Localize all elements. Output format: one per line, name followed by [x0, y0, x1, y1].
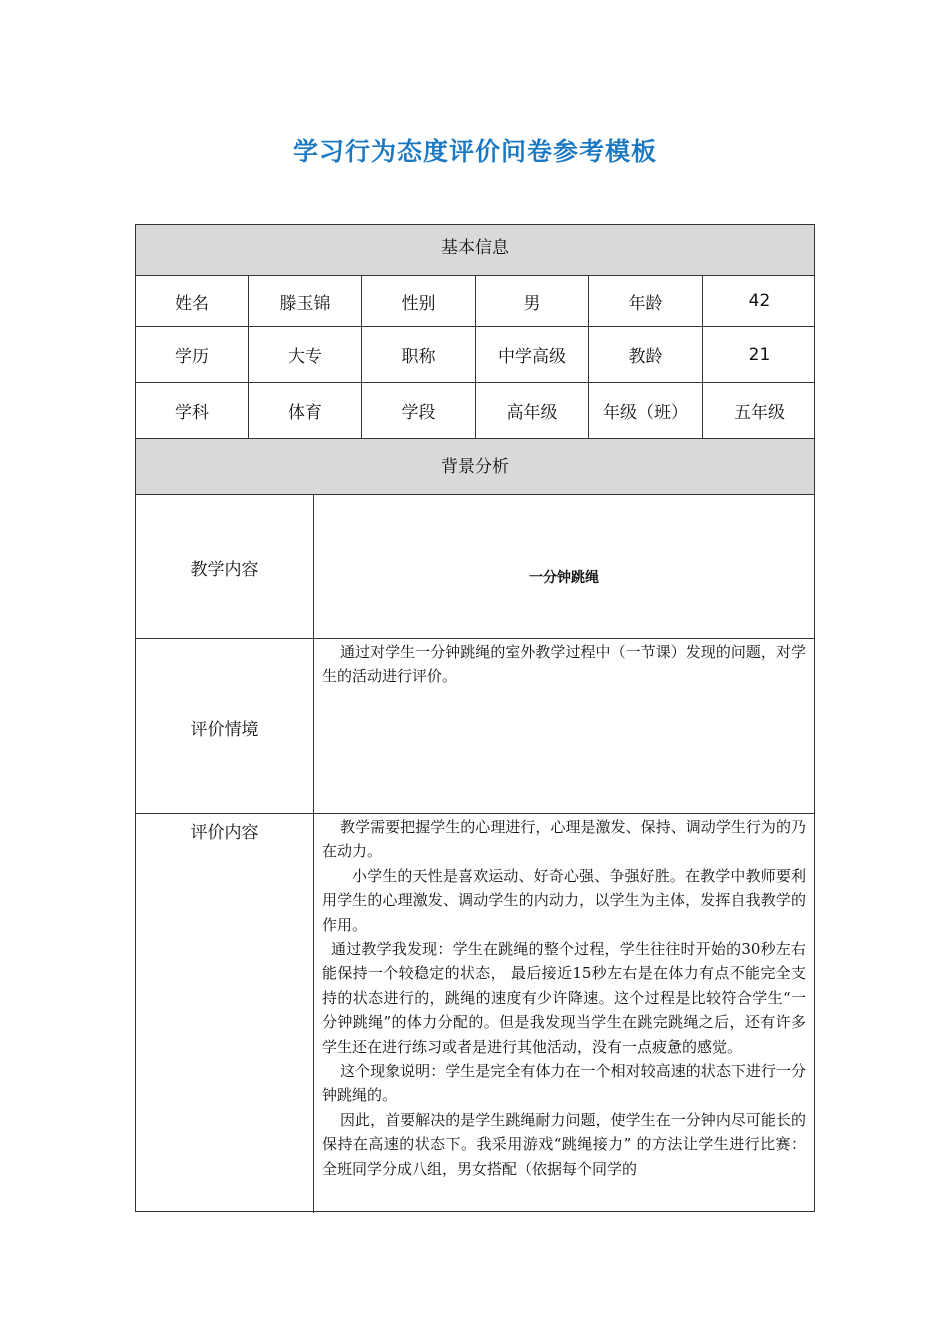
evaluation-paragraph-1: 教学需要把握学生的心理进行，心理是激发、保持、调动学生行为的乃在动力。: [322, 818, 806, 861]
evaluation-context-text: [314, 639, 814, 689]
age-label: 年龄: [589, 276, 703, 326]
teaching-content-label: 教学内容: [190, 560, 259, 580]
teaching-content-value-cell: [314, 495, 814, 638]
teaching-content-row: [136, 495, 814, 639]
teaching-content-label-cell: [136, 495, 314, 638]
evaluation-content-row: [136, 814, 814, 1213]
gender-label: 性别: [362, 276, 476, 326]
evaluation-paragraph-2: 小学生的天性是喜欢运动、好奇心强、争强好胜。在教学中教师要利用学生的心理激发、调动学生的内动力，以学生为主体，发挥自我教学的作用。: [322, 866, 806, 934]
evaluation-context-label-cell: [136, 639, 314, 813]
info-row-3: [136, 383, 814, 439]
education-value: 大专: [249, 327, 362, 382]
evaluation-paragraph-3: 通过教学我发现：学生在跳绳的整个过程，学生往往时开始的30秒左右能保持一个较稳定的状态， 最后接近15秒左右是在体力有点不能完全支持的状态进行的，跳绳的速度有少许降速。这个过程是比较符合学生“一分钟跳绳”的体力分配的。但是我发现当学生在跳完跳绳之后，还有许多学生还在进行练习或者是进行其他活动，没有一点疲惫的感觉。: [322, 940, 806, 1056]
grade-class-label: 年级（班）: [589, 383, 703, 438]
teaching-years-value: 21: [748, 344, 771, 365]
teaching-content-value: 一分钟跳绳: [529, 570, 599, 586]
basic-info-header: 基本信息: [441, 238, 509, 258]
subject-value: 体育: [249, 383, 362, 438]
evaluation-paragraph-5: 因此，首要解决的是学生跳绳耐力问题，使学生在一分钟内尽可能长的保持在高速的状态下。我采用游戏“跳绳接力” 的方法让学生进行比赛：全班同学分成八组，男女搭配（依据每个同学的: [322, 1110, 806, 1178]
evaluation-form-table: [135, 224, 815, 1212]
grade-class-value: 五年级: [734, 403, 785, 423]
title-label: 职称: [362, 327, 476, 382]
evaluation-paragraph-4: 这个现象说明：学生是完全有体力在一个相对较高速的状态下进行一分钟跳绳的。: [322, 1062, 806, 1105]
stage-label: 学段: [362, 383, 476, 438]
name-label: 姓名: [136, 276, 249, 326]
page-title: 学习行为态度评价问卷参考模板: [292, 137, 657, 166]
evaluation-context-label: 评价情境: [190, 720, 259, 740]
evaluation-content-label-cell: [136, 814, 314, 1213]
stage-value: 高年级: [476, 383, 589, 438]
info-row-2: [136, 327, 814, 383]
evaluation-content-text-cell: [314, 814, 814, 1213]
teaching-years-label: 教龄: [589, 327, 703, 382]
evaluation-context-row: [136, 639, 814, 814]
education-label: 学历: [136, 327, 249, 382]
name-value: 滕玉锦: [249, 276, 362, 326]
info-row-1: [136, 276, 814, 327]
background-section-header: [136, 439, 814, 495]
evaluation-context-text-cell: [314, 639, 814, 813]
background-header: 背景分析: [441, 457, 509, 477]
gender-value: 男: [476, 276, 589, 326]
evaluation-content-label: 评价内容: [190, 823, 259, 843]
subject-label: 学科: [136, 383, 249, 438]
title-value: 中学高级: [476, 327, 589, 382]
evaluation-context-paragraph: 通过对学生一分钟跳绳的室外教学过程中（一节课）发现的问题，对学生的活动进行评价。: [322, 643, 806, 686]
evaluation-content-text: [314, 814, 814, 1181]
age-value: 42: [748, 291, 771, 311]
basic-info-section-header: [136, 225, 814, 276]
